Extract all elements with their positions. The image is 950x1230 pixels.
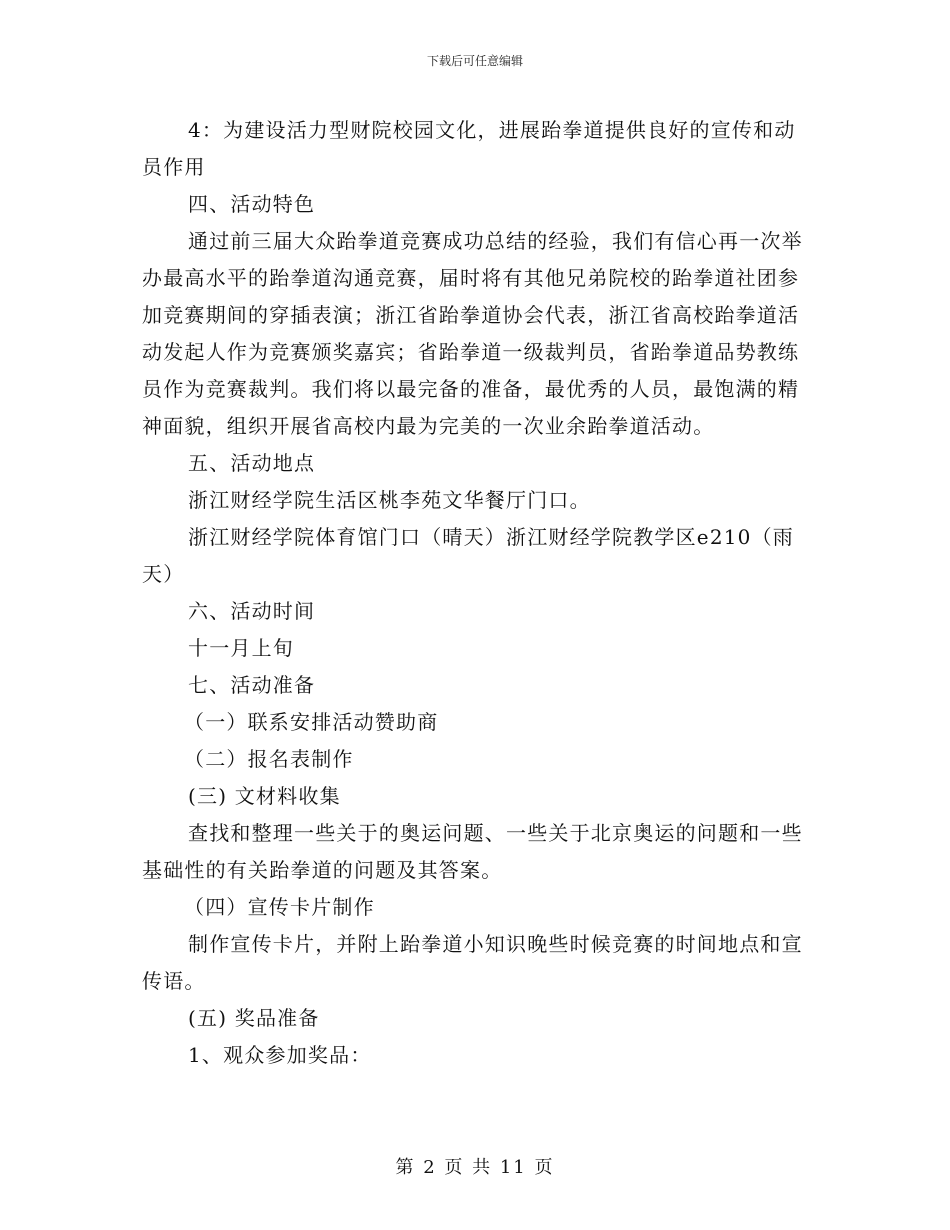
paragraph-features: 通过前三届大众跆拳道竞赛成功总结的经验，我们有信心再一次举办最高水平的跆拳道沟通竞赛，届时将有其他兄弟院校的跆拳道社团参加竞赛期间的穿插表演；浙江省跆拳道协会代表，浙江省高校跆拳道活动发起人作为竞赛颁奖嘉宾；省跆拳道一级裁判员，省跆拳道品势教练员作为竞赛裁判。我们将以最完备的准备，最优秀的人员，最饱满的精神面貌，组织开展省高校内最为完美的一次业余跆拳道活动。 [142, 229, 803, 438]
page-footer: 第 2 页 共 11 页 [395, 1157, 555, 1178]
item-promo-cards: （四）宣传卡片制作 [184, 895, 375, 919]
heading-features: 四、活动特色 [188, 192, 316, 216]
document-body [142, 112, 810, 1074]
item-material-collection: (三) 文材料收集 [188, 784, 341, 808]
paragraph-time: 十一月上旬 [188, 636, 294, 660]
item-audience-prizes: 1、观众参加奖品： [188, 1043, 372, 1067]
item-registration-form: （二）报名表制作 [184, 747, 354, 771]
paragraph-location-2: 浙江财经学院体育馆门口（晴天）浙江财经学院教学区e210（雨天） [142, 525, 795, 586]
page-header: 下载后可任意编辑 [426, 54, 523, 68]
heading-preparation: 七、活动准备 [188, 673, 316, 697]
heading-time: 六、活动时间 [188, 599, 316, 623]
heading-location: 五、活动地点 [188, 451, 316, 475]
item-prizes: (五) 奖品准备 [188, 1006, 320, 1030]
paragraph-goal-4: 4：为建设活力型财院校园文化，进展跆拳道提供良好的宣传和动员作用 [142, 118, 796, 179]
item-sponsor: （一）联系安排活动赞助商 [184, 710, 439, 734]
paragraph-location-1: 浙江财经学院生活区桃李苑文华餐厅门口。 [188, 488, 591, 512]
paragraph-promo-cards: 制作宣传卡片，并附上跆拳道小知识晚些时候竞赛的时间地点和宣传语。 [142, 932, 803, 993]
paragraph-material-collection: 查找和整理一些关于的奥运问题、一些关于北京奥运的问题和一些基础性的有关跆拳道的问题及其答案。 [142, 821, 803, 882]
